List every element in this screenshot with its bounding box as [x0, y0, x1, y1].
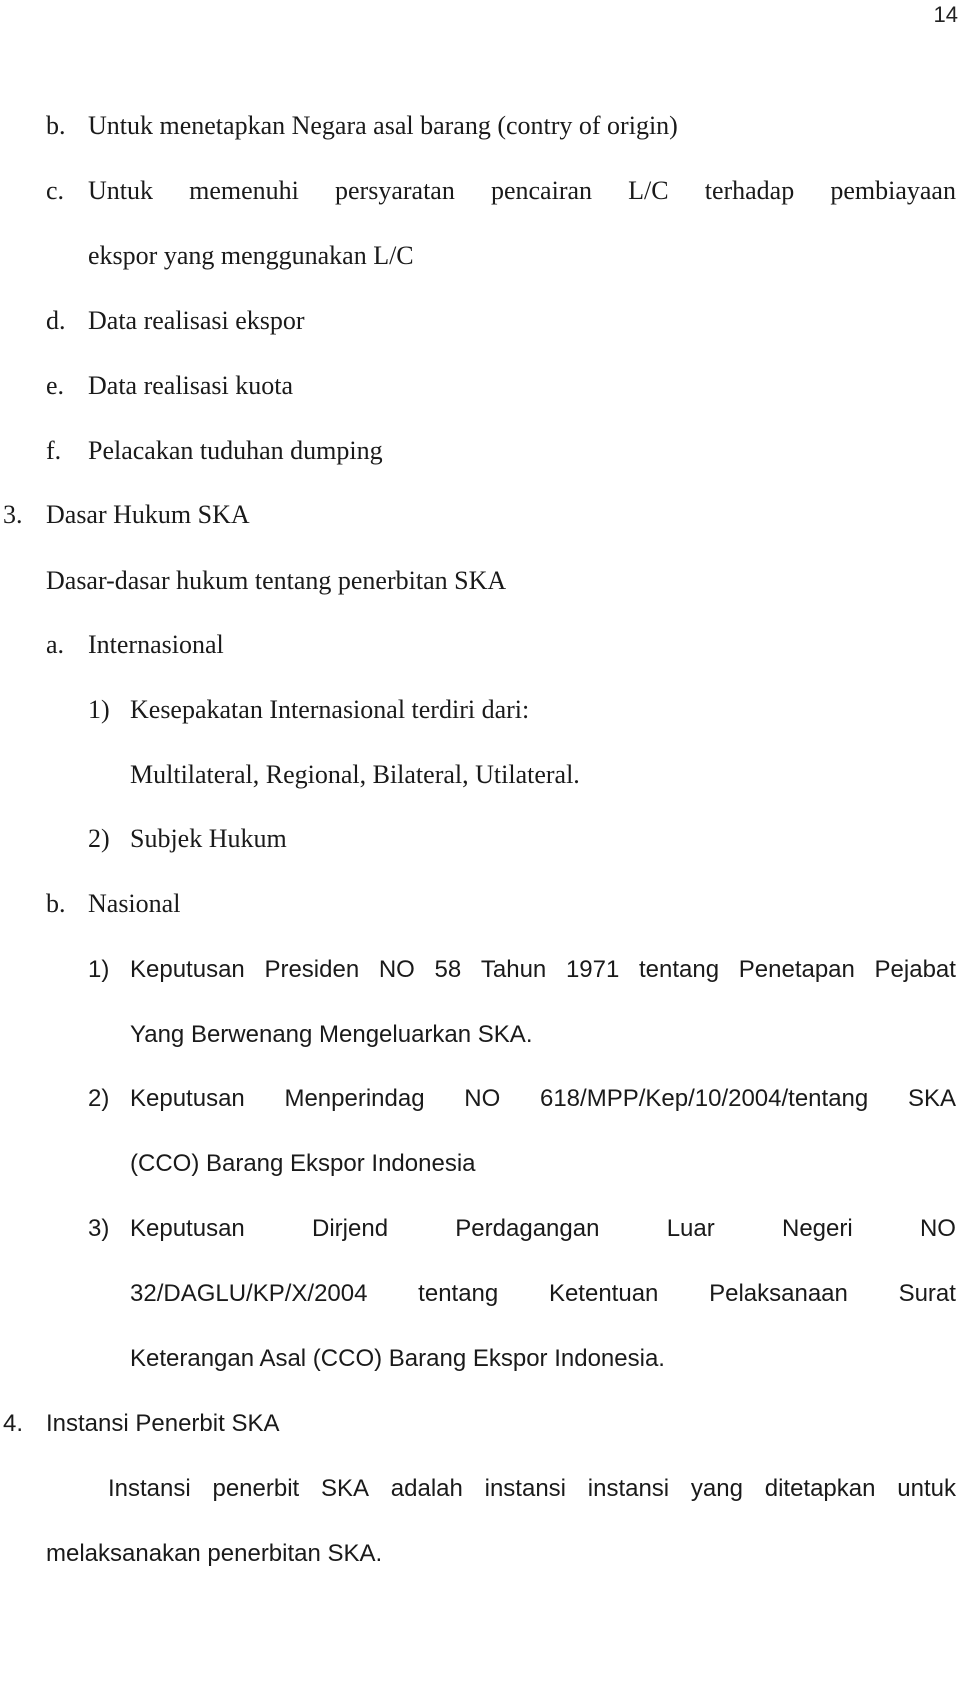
list-marker: e. — [46, 371, 65, 400]
list-text: Internasional — [88, 630, 224, 659]
word: NO — [378, 956, 415, 983]
justified-line-n3 — [130, 1214, 956, 1244]
list-marker: 2) — [88, 824, 110, 853]
word: penerbit — [212, 1475, 300, 1502]
word: Keputusan — [130, 956, 245, 983]
word: L/C — [628, 176, 669, 205]
justified-line-n1 — [130, 955, 956, 985]
word: Keputusan — [130, 1085, 245, 1112]
list-text-continuation: Multilateral, Regional, Bilateral, Utilateral. — [130, 760, 580, 789]
list-text-continuation: ekspor yang menggunakan L/C — [88, 241, 414, 270]
list-text: Nasional — [88, 889, 181, 918]
section-number: 3. — [3, 500, 23, 529]
justified-line-c-lc — [88, 176, 956, 206]
justified-line-n3-cont — [130, 1279, 956, 1309]
word: Keputusan — [130, 1215, 245, 1242]
paragraph-line-2: melaksanakan penerbitan SKA. — [46, 1540, 383, 1567]
section-number: 4. — [3, 1410, 24, 1437]
list-text: Data realisasi kuota — [88, 371, 294, 400]
page-number: 14 — [933, 2, 958, 27]
list-marker-n2: 2) — [88, 1085, 110, 1112]
list-marker: d. — [46, 306, 66, 335]
word: untuk — [897, 1475, 956, 1502]
word: instansi — [587, 1475, 670, 1502]
word: Pelaksanaan — [709, 1280, 848, 1307]
word: terhadap — [704, 176, 795, 205]
word: tentang — [639, 956, 720, 983]
word: 1971 — [565, 956, 620, 983]
word: Instansi — [108, 1475, 191, 1502]
list-marker-c: c. — [46, 176, 65, 205]
word: 618/MPP/Kep/10/2004/tentang — [539, 1085, 869, 1112]
list-marker: b. — [46, 111, 66, 140]
paragraph-line-1 — [108, 1474, 956, 1504]
list-marker: 1) — [88, 695, 110, 724]
word: Tahun — [480, 956, 547, 983]
section-title: Instansi Penerbit SKA — [46, 1410, 280, 1437]
word: persyaratan — [335, 176, 455, 205]
word: NO — [464, 1085, 501, 1112]
section-title: Dasar Hukum SKA — [46, 500, 250, 529]
word: Surat — [898, 1280, 956, 1307]
list-marker-n1: 1) — [88, 956, 110, 983]
justified-line-n2 — [130, 1084, 956, 1114]
word: Luar — [666, 1215, 715, 1242]
word: Menperindag — [284, 1085, 425, 1112]
word: memenuhi — [189, 176, 299, 205]
list-text: Pelacakan tuduhan dumping — [88, 436, 383, 465]
word: Untuk — [88, 176, 153, 205]
section-intro: Dasar-dasar hukum tentang penerbitan SKA — [46, 566, 507, 595]
word: Negeri — [781, 1215, 853, 1242]
list-text: Untuk menetapkan Negara asal barang (contry of origin) — [88, 111, 678, 140]
word: pencairan — [490, 176, 593, 205]
list-text: Data realisasi ekspor — [88, 306, 305, 335]
word: tentang — [418, 1280, 499, 1307]
list-marker-n3: 3) — [88, 1215, 110, 1242]
word: Presiden — [264, 956, 360, 983]
word: Ketentuan — [548, 1280, 659, 1307]
list-marker: a. — [46, 630, 65, 659]
word: Penetapan — [738, 956, 855, 983]
word: pembiayaan — [830, 176, 956, 205]
list-text: Kesepakatan Internasional terdiri dari: — [130, 695, 530, 724]
word: NO — [919, 1215, 956, 1242]
word: 32/DAGLU/KP/X/2004 — [130, 1280, 368, 1307]
list-text-continuation: Keterangan Asal (CCO) Barang Ekspor Indonesia. — [130, 1345, 665, 1372]
word: adalah — [390, 1475, 463, 1502]
list-text: Subjek Hukum — [130, 824, 287, 853]
word: ditetapkan — [764, 1475, 876, 1502]
word: Dirjend — [312, 1215, 389, 1242]
word: SKA — [907, 1085, 956, 1112]
list-marker: b. — [46, 889, 66, 918]
word: Pejabat — [874, 956, 956, 983]
word: Perdagangan — [455, 1215, 600, 1242]
list-text-continuation: Yang Berwenang Mengeluarkan SKA. — [130, 1021, 533, 1048]
word: 58 — [434, 956, 462, 983]
list-marker: f. — [46, 436, 62, 465]
word: instansi — [484, 1475, 566, 1502]
word: yang — [690, 1475, 743, 1502]
word: SKA — [320, 1475, 370, 1502]
list-text-continuation: (CCO) Barang Ekspor Indonesia — [130, 1150, 476, 1177]
